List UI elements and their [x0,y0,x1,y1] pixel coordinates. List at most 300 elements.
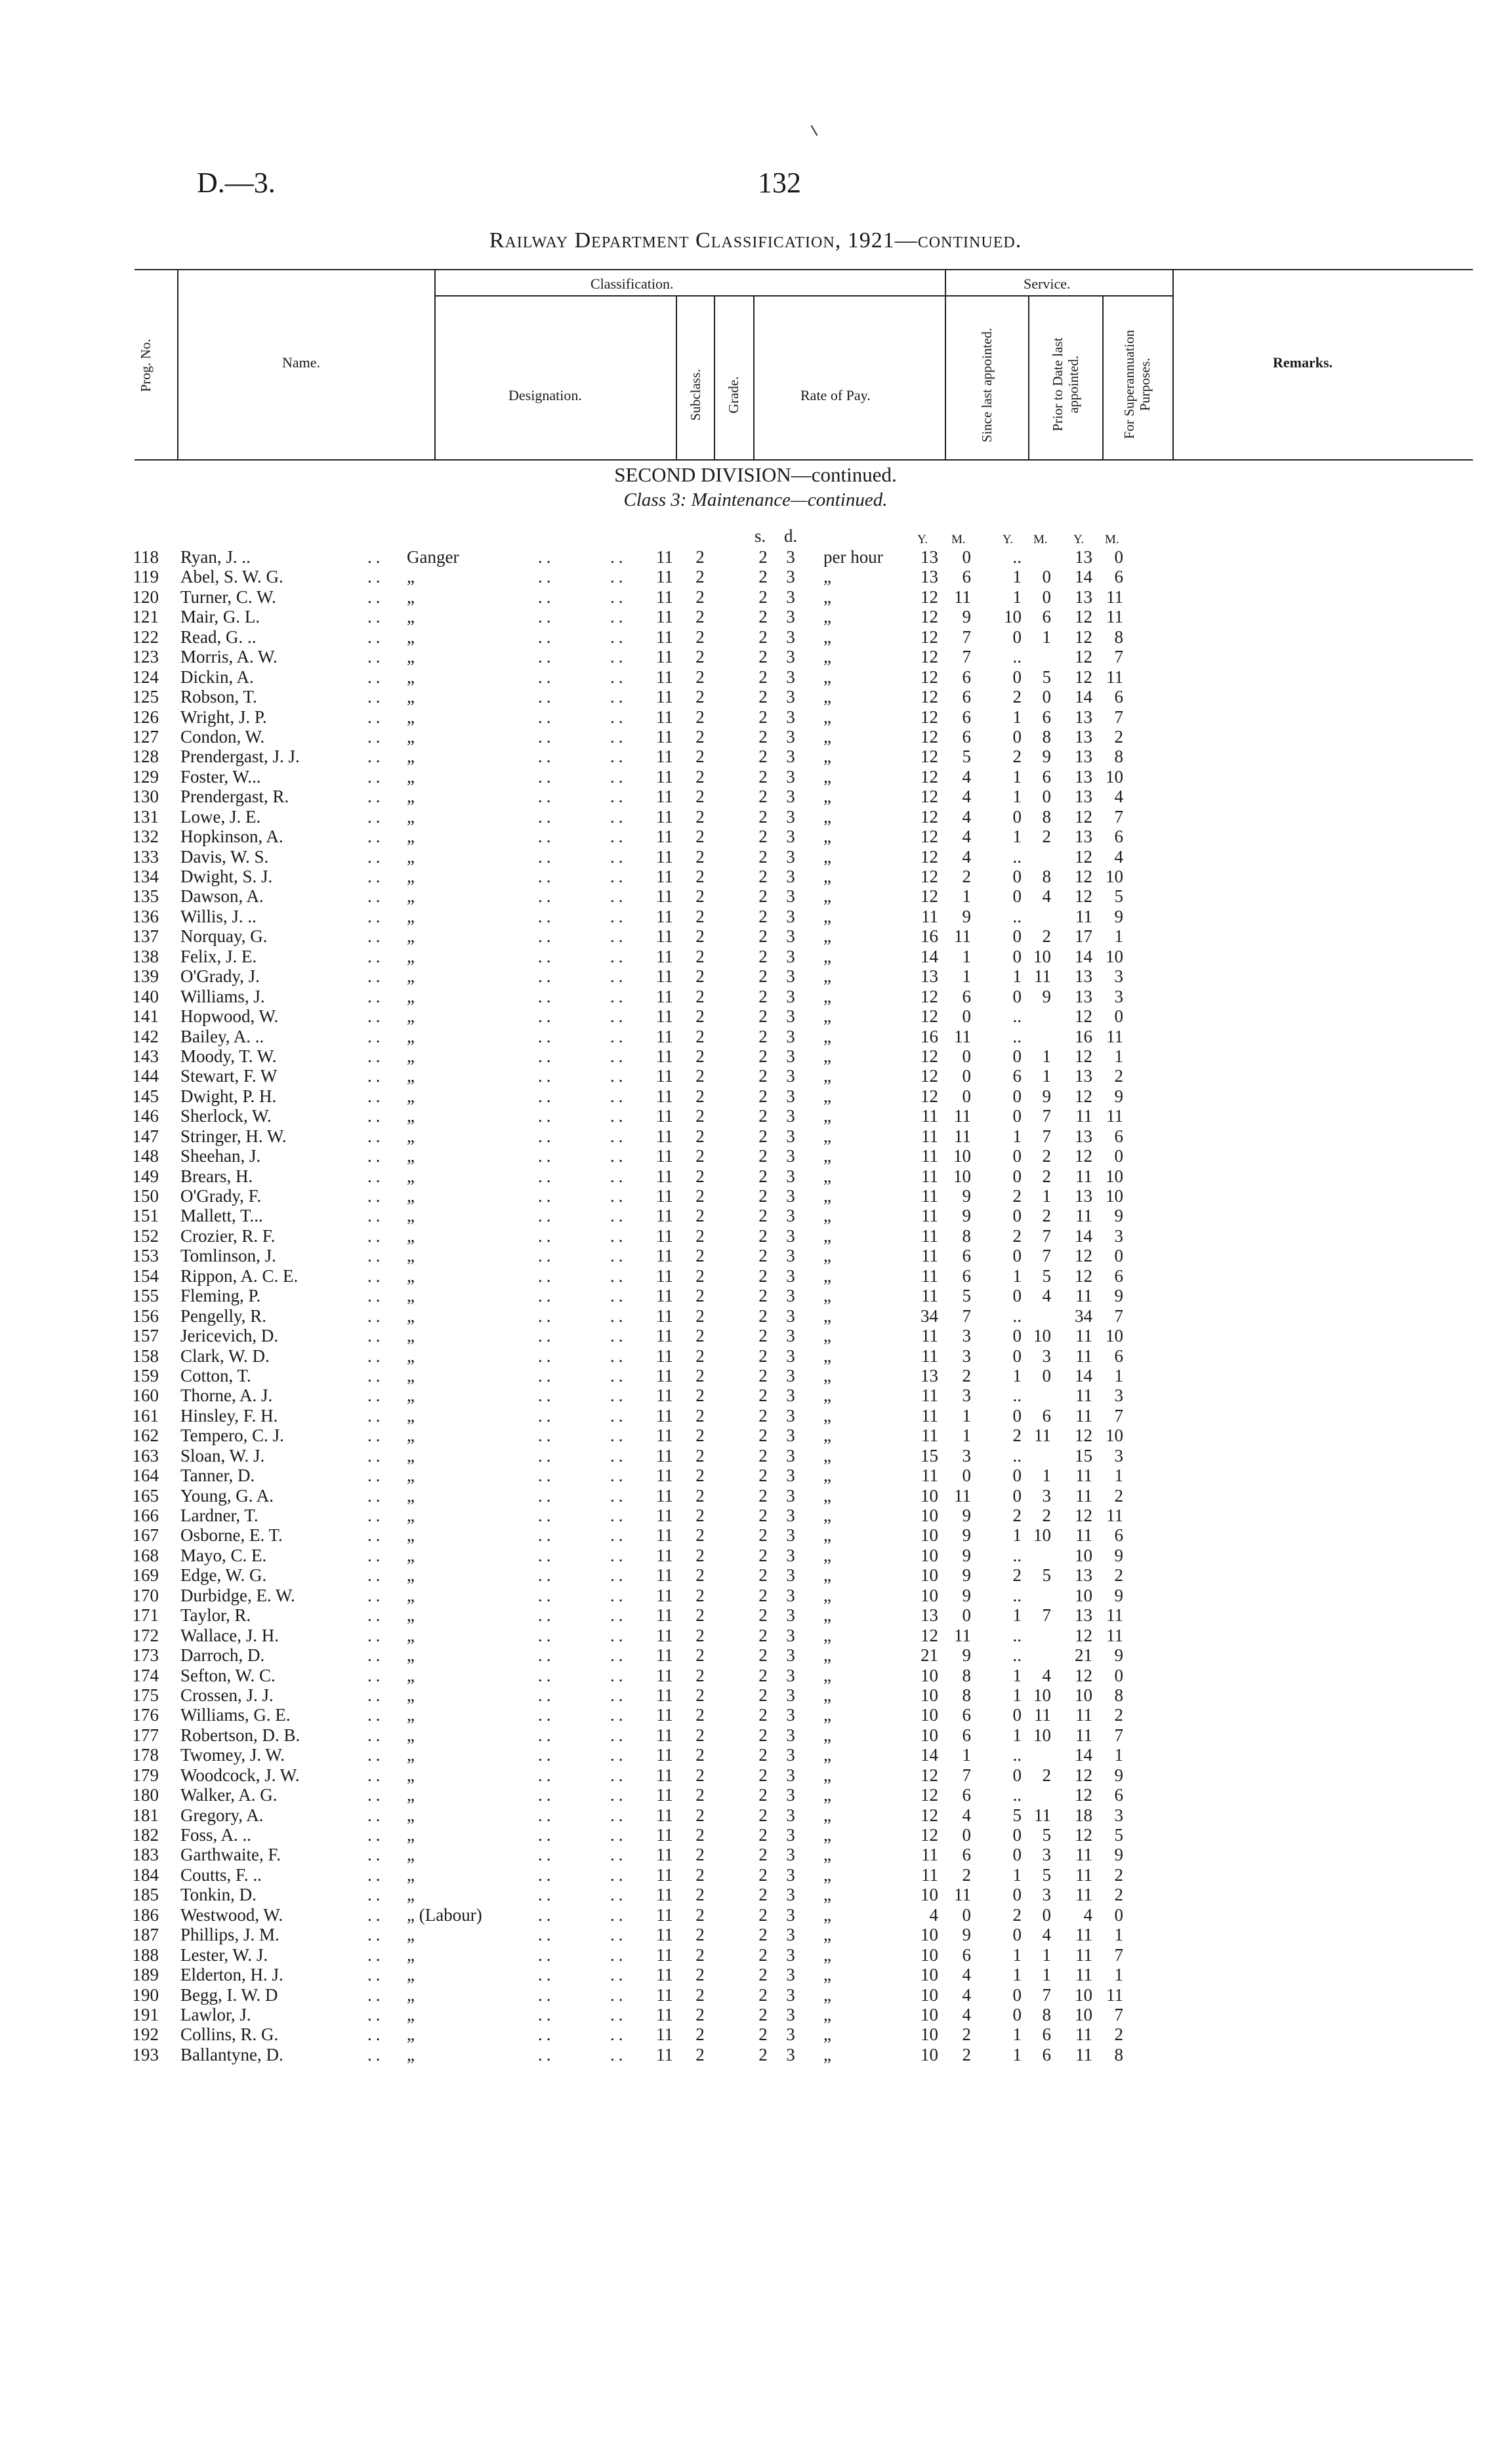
super-months-cell: 11 [1106,667,1123,687]
subclass-cell: 11 [656,1485,673,1506]
name-cell: Walker, A. G. [180,1785,278,1805]
leader-dots: .. [367,1265,384,1286]
rate-unit-cell: „ [823,1925,831,1945]
rate-pence-cell: 3 [786,1685,795,1705]
prior-years-cell: 1 [1012,1265,1022,1286]
name-cell: Twomey, J. W. [180,1745,285,1765]
leader-dots: .. [367,687,384,707]
since-years-cell: 21 [921,1645,938,1666]
since-months-cell: 7 [962,1765,971,1785]
leader-dots: .. [610,1885,627,1905]
designation-cell: „ [407,846,415,867]
name-cell: Willis, J. .. [180,906,257,926]
header-since-last-appointed: Since last appointed. [979,327,995,443]
prog-no-cell: 152 [132,1225,159,1246]
leader-dots: .. [538,1305,555,1326]
document-reference: D.—3. [197,167,276,199]
since-months-cell: 3 [962,1345,971,1366]
since-months-cell: 6 [962,667,971,687]
since-months-cell: 11 [954,1106,971,1126]
super-months-cell: 10 [1106,867,1123,886]
name-cell: Abel, S. W. G. [180,567,283,587]
rate-unit-cell: „ [823,1965,831,1985]
leader-dots: .. [367,726,384,747]
since-years-cell: 12 [921,806,938,827]
rate-pence-cell: 3 [786,1665,795,1685]
rate-shillings-cell: 2 [758,667,768,687]
since-months-cell: 9 [962,1565,971,1586]
subclass-cell: 11 [656,747,673,767]
super-months-cell: 10 [1106,1426,1123,1446]
leader-dots: .. [367,2004,384,2024]
prog-no-cell: 183 [132,1845,159,1865]
leader-dots: .. [610,1326,627,1346]
table-row [0,847,1511,867]
designation-cell: „ [407,1565,415,1586]
prior-years-cell: 0 [1012,986,1022,1006]
rate-unit-cell: „ [823,1006,831,1027]
table-row [0,647,1511,667]
rate-pence-cell: 3 [786,886,795,907]
name-cell: Wright, J. P. [180,707,267,727]
grade-cell: 2 [695,586,705,607]
prog-no-cell: 174 [132,1665,159,1685]
designation-cell: „ [407,766,415,787]
subclass-cell: 11 [656,1925,673,1945]
prog-no-cell: 187 [132,1925,159,1945]
subclass-cell: 11 [656,806,673,827]
prog-no-cell: 182 [132,1825,159,1845]
leader-dots: .. [367,1585,384,1605]
leader-dots: .. [367,966,384,987]
prior-years-cell: 1 [1012,707,1022,727]
prior-months-cell: 9 [1042,1086,1051,1106]
rate-pence-cell: 3 [786,1305,795,1326]
table-row [0,1805,1511,1825]
since-years-cell: 10 [921,1525,938,1546]
rate-unit-cell: „ [823,1126,831,1146]
prior-years-cell: 2 [1012,1904,1022,1925]
super-months-cell: 0 [1114,1146,1123,1166]
super-years-cell: 18 [1075,1805,1092,1825]
table-row [0,1226,1511,1246]
prog-no-cell: 181 [132,1805,159,1825]
since-months-cell: 6 [962,687,971,707]
since-years-cell: 10 [921,2004,938,2024]
leader-dots: .. [367,1885,384,1905]
rate-shillings-cell: 2 [758,1365,768,1386]
leader-dots: .. [538,1845,555,1865]
leader-dots: .. [367,1166,384,1186]
leader-dots: .. [610,1466,627,1486]
leader-dots: .. [538,827,555,847]
table-row [0,707,1511,727]
super-months-cell: 11 [1106,607,1123,627]
leader-dots: .. [610,806,627,827]
prior-months-cell: 3 [1042,1485,1051,1506]
name-cell: O'Grady, J. [180,966,260,987]
prog-no-cell: 140 [132,986,159,1006]
rate-pence-cell: 3 [786,1086,795,1106]
since-years-cell: 11 [921,1405,938,1426]
designation-cell: „ [407,647,415,667]
prog-no-cell: 192 [132,2024,159,2045]
grade-cell: 2 [695,1086,705,1106]
rate-pence-cell: 3 [786,1186,795,1206]
grade-cell: 2 [695,1965,705,1985]
name-cell: Woodcock, J. W. [180,1765,300,1785]
prior-years-cell: 1 [1012,1725,1022,1745]
leader-dots: .. [367,827,384,847]
super-months-cell: 4 [1114,846,1123,867]
rate-unit-cell: „ [823,926,831,947]
rate-pence-cell: 3 [786,1405,795,1426]
prior-months-cell: 2 [1042,926,1051,947]
designation-cell: „ [407,1326,415,1346]
rate-pence-cell: 3 [786,2024,795,2045]
leader-dots: .. [367,1466,384,1486]
grade-cell: 2 [695,1805,705,1825]
grade-cell: 2 [695,1286,705,1306]
grade-cell: 2 [695,1246,705,1266]
designation-cell: „ [407,986,415,1006]
since-months-cell: 2 [962,867,971,886]
leader-dots: .. [367,1405,384,1426]
rate-unit-cell: „ [823,906,831,926]
rate-shillings-cell: 2 [758,1925,768,1945]
prog-no-cell: 121 [132,607,159,627]
leader-dots: .. [610,726,627,747]
staff-table-body [0,547,1511,2064]
leader-dots: .. [610,1166,627,1186]
super-years-cell: 11 [1075,1106,1092,1126]
leader-dots: .. [367,1386,384,1406]
grade-cell: 2 [695,2044,705,2064]
name-cell: Sherlock, W. [180,1106,272,1126]
leader-dots: .. [538,1705,555,1725]
super-years-cell: 16 [1075,1026,1092,1046]
rate-unit-cell: „ [823,1066,831,1086]
grade-cell: 2 [695,1785,705,1805]
rate-shillings-cell: 2 [758,2004,768,2024]
prior-months-cell: 4 [1042,1286,1051,1306]
leader-dots: .. [610,1086,627,1106]
super-years-cell: 11 [1075,1286,1092,1306]
prior-years-cell: 0 [1012,1166,1022,1186]
prior-years-cell: .. [1012,1625,1022,1645]
leader-dots: .. [610,687,627,707]
prior-months-cell: 0 [1042,586,1051,607]
leader-dots: .. [367,1206,384,1226]
prior-months-cell: 1 [1042,1046,1051,1066]
rate-pence-cell: 3 [786,1066,795,1086]
table-row [0,1346,1511,1366]
rate-pence-cell: 3 [786,1265,795,1286]
leader-dots: .. [538,1585,555,1605]
name-cell: Norquay, G. [180,926,268,947]
subclass-cell: 11 [656,1106,673,1126]
prior-years-cell: .. [1012,846,1022,867]
prior-years-cell: .. [1012,647,1022,667]
rate-unit-cell: per hour [823,547,883,567]
rate-unit-cell: „ [823,1725,831,1745]
super-months-cell: 9 [1114,1086,1123,1106]
prior-years-cell: 1 [1012,1605,1022,1626]
designation-cell: „ [407,806,415,827]
grade-cell: 2 [695,1345,705,1366]
prior-years-cell: 0 [1012,1825,1022,1845]
super-months-cell: 3 [1114,1386,1123,1406]
super-years-cell: 11 [1075,2024,1092,2045]
rate-pence-cell: 3 [786,1965,795,1985]
column-divider [753,295,755,459]
designation-cell: „ [407,1186,415,1206]
subclass-cell: 11 [656,1665,673,1685]
table-row [0,1027,1511,1046]
super-years-cell: 11 [1075,1725,1092,1745]
name-cell: Dwight, S. J. [180,867,273,886]
rate-unit-cell: „ [823,1445,831,1466]
prior-months-cell: 8 [1042,2004,1051,2024]
name-cell: Prendergast, J. J. [180,747,300,767]
designation-cell: „ [407,726,415,747]
subclass-cell: 11 [656,1345,673,1366]
rate-shillings-cell: 2 [758,2024,768,2045]
since-months-cell: 11 [954,586,971,607]
super-months-cell: 7 [1114,1725,1123,1745]
leader-dots: .. [538,1944,555,1965]
designation-cell: „ [407,1864,415,1885]
since-years-cell: 12 [921,626,938,647]
rate-shillings-cell: 2 [758,1206,768,1226]
designation-cell: „ [407,1066,415,1086]
rate-pence-cell: 3 [786,1246,795,1266]
rate-shillings-cell: 2 [758,1186,768,1206]
name-cell: Fleming, P. [180,1286,261,1306]
leader-dots: .. [610,1805,627,1825]
rate-pence-cell: 3 [786,1885,795,1905]
prog-no-cell: 127 [132,726,159,747]
subclass-cell: 11 [656,1206,673,1226]
prior-months-cell: 6 [1042,2044,1051,2064]
leader-dots: .. [538,1885,555,1905]
prior-years-cell: 1 [1012,1944,1022,1965]
leader-dots: .. [367,986,384,1006]
super-years-cell: 11 [1075,906,1092,926]
designation-cell: „ [407,2024,415,2045]
subclass-cell: 11 [656,567,673,587]
designation-cell: „ [407,946,415,966]
designation-cell: „ [407,1585,415,1605]
since-months-cell: 9 [962,1645,971,1666]
since-years-cell: 12 [921,766,938,787]
rate-unit-cell: „ [823,1825,831,1845]
super-years-cell: 13 [1075,1066,1092,1086]
prior-years-cell: 6 [1012,1066,1022,1086]
subclass-cell: 11 [656,1026,673,1046]
rate-unit-cell: „ [823,647,831,667]
rate-unit-cell: „ [823,1146,831,1166]
name-cell: Osborne, E. T. [180,1525,283,1546]
name-cell: Garthwaite, F. [180,1845,281,1865]
leader-dots: .. [538,1984,555,2005]
rate-shillings-cell: 2 [758,1525,768,1546]
prior-months-cell: 1 [1042,1944,1051,1965]
unit-years: Y. [1003,533,1014,546]
name-cell: Hopkinson, A. [180,827,283,847]
rate-shillings-cell: 2 [758,1106,768,1126]
leader-dots: .. [610,1305,627,1326]
prog-no-cell: 119 [133,567,159,587]
designation-cell: „ [407,1785,415,1805]
super-months-cell: 0 [1114,547,1123,567]
name-cell: Edge, W. G. [180,1565,267,1586]
leader-dots: .. [538,1066,555,1086]
super-months-cell: 9 [1114,1645,1123,1666]
subclass-cell: 11 [656,1885,673,1905]
since-years-cell: 10 [921,1485,938,1506]
since-months-cell: 3 [962,1326,971,1346]
rate-unit-cell: „ [823,687,831,707]
super-months-cell: 2 [1114,1705,1123,1725]
leader-dots: .. [538,886,555,907]
subclass-cell: 11 [656,1545,673,1565]
prog-no-cell: 180 [132,1785,159,1805]
subclass-cell: 11 [656,1265,673,1286]
prog-no-cell: 141 [132,1006,159,1027]
unit-years: Y. [917,533,928,546]
since-months-cell: 6 [962,707,971,727]
prog-no-cell: 158 [132,1345,159,1366]
subclass-cell: 11 [656,1086,673,1106]
subclass-cell: 11 [656,827,673,847]
since-months-cell: 6 [962,1845,971,1865]
table-row [0,1925,1511,1944]
since-years-cell: 11 [921,1845,938,1865]
super-years-cell: 13 [1075,707,1092,727]
subclass-cell: 11 [656,547,673,567]
prog-no-cell: 172 [132,1625,159,1645]
grade-cell: 2 [695,1106,705,1126]
grade-cell: 2 [695,946,705,966]
subheader-rule [434,295,1172,297]
rate-unit-cell: „ [823,1305,831,1326]
table-row [0,1785,1511,1805]
rate-pence-cell: 3 [786,586,795,607]
leader-dots: .. [610,607,627,627]
super-years-cell: 14 [1075,567,1092,587]
grade-cell: 2 [695,687,705,707]
table-row [0,1366,1511,1386]
super-years-cell: 13 [1075,726,1092,747]
header-service: Service. [1024,276,1071,292]
since-years-cell: 11 [921,1345,938,1366]
leader-dots: .. [610,926,627,947]
grade-cell: 2 [695,1225,705,1246]
table-row [0,1546,1511,1565]
rate-unit-cell: „ [823,567,831,587]
grade-cell: 2 [695,1625,705,1645]
leader-dots: .. [610,1944,627,1965]
leader-dots: .. [367,1026,384,1046]
since-years-cell: 10 [921,2044,938,2064]
subclass-cell: 11 [656,1126,673,1146]
leader-dots: .. [610,1965,627,1985]
since-months-cell: 11 [954,1885,971,1905]
prior-months-cell: 6 [1042,2024,1051,2045]
leader-dots: .. [610,1825,627,1845]
grade-cell: 2 [695,1685,705,1705]
leader-dots: .. [610,906,627,926]
designation-cell: „ [407,1705,415,1725]
rate-shillings-cell: 2 [758,1305,768,1326]
prior-years-cell: 0 [1012,1485,1022,1506]
super-months-cell: 0 [1114,1006,1123,1027]
since-months-cell: 6 [962,1725,971,1745]
super-months-cell: 8 [1114,626,1123,647]
since-years-cell: 10 [921,1944,938,1965]
rate-unit-cell: „ [823,1525,831,1546]
leader-dots: .. [610,966,627,987]
rate-shillings-cell: 2 [758,1426,768,1446]
designation-cell: „ [407,1405,415,1426]
super-months-cell: 1 [1114,1365,1123,1386]
super-years-cell: 13 [1075,966,1092,987]
rate-unit-cell: „ [823,2044,831,2064]
prior-months-cell: 2 [1042,1166,1051,1186]
rate-unit-cell: „ [823,1625,831,1645]
since-months-cell: 8 [962,1665,971,1685]
super-months-cell: 2 [1114,1066,1123,1086]
table-row [0,1965,1511,1984]
grade-cell: 2 [695,1745,705,1765]
grade-cell: 2 [695,1326,705,1346]
prior-months-cell: 6 [1042,707,1051,727]
designation-cell: „ [407,1925,415,1945]
prog-no-cell: 159 [132,1365,159,1386]
name-cell: Taylor, R. [180,1605,251,1626]
rate-unit-cell: „ [823,946,831,966]
since-months-cell: 4 [962,827,971,847]
since-months-cell: 6 [962,1265,971,1286]
super-months-cell: 3 [1114,966,1123,987]
designation-cell: „ [407,1725,415,1745]
rate-shillings-cell: 2 [758,547,768,567]
table-row [0,1206,1511,1225]
super-years-cell: 13 [1075,747,1092,767]
rate-unit-cell: „ [823,1246,831,1266]
name-cell: Lowe, J. E. [180,806,261,827]
subclass-cell: 11 [656,1605,673,1626]
name-cell: Tempero, C. J. [180,1426,284,1446]
leader-dots: .. [538,1186,555,1206]
leader-dots: .. [367,1904,384,1925]
since-years-cell: 10 [921,1685,938,1705]
rate-shillings-cell: 2 [758,726,768,747]
prog-no-cell: 145 [132,1086,159,1106]
rate-shillings-cell: 2 [758,1825,768,1845]
table-row [0,1446,1511,1466]
since-months-cell: 4 [962,766,971,787]
leader-dots: .. [367,1225,384,1246]
rate-pence-cell: 3 [786,906,795,926]
rate-shillings-cell: 2 [758,1785,768,1805]
rate-pence-cell: 3 [786,946,795,966]
rate-shillings-cell: 2 [758,747,768,767]
since-years-cell: 14 [921,946,938,966]
leader-dots: .. [610,766,627,787]
subclass-cell: 11 [656,1705,673,1725]
